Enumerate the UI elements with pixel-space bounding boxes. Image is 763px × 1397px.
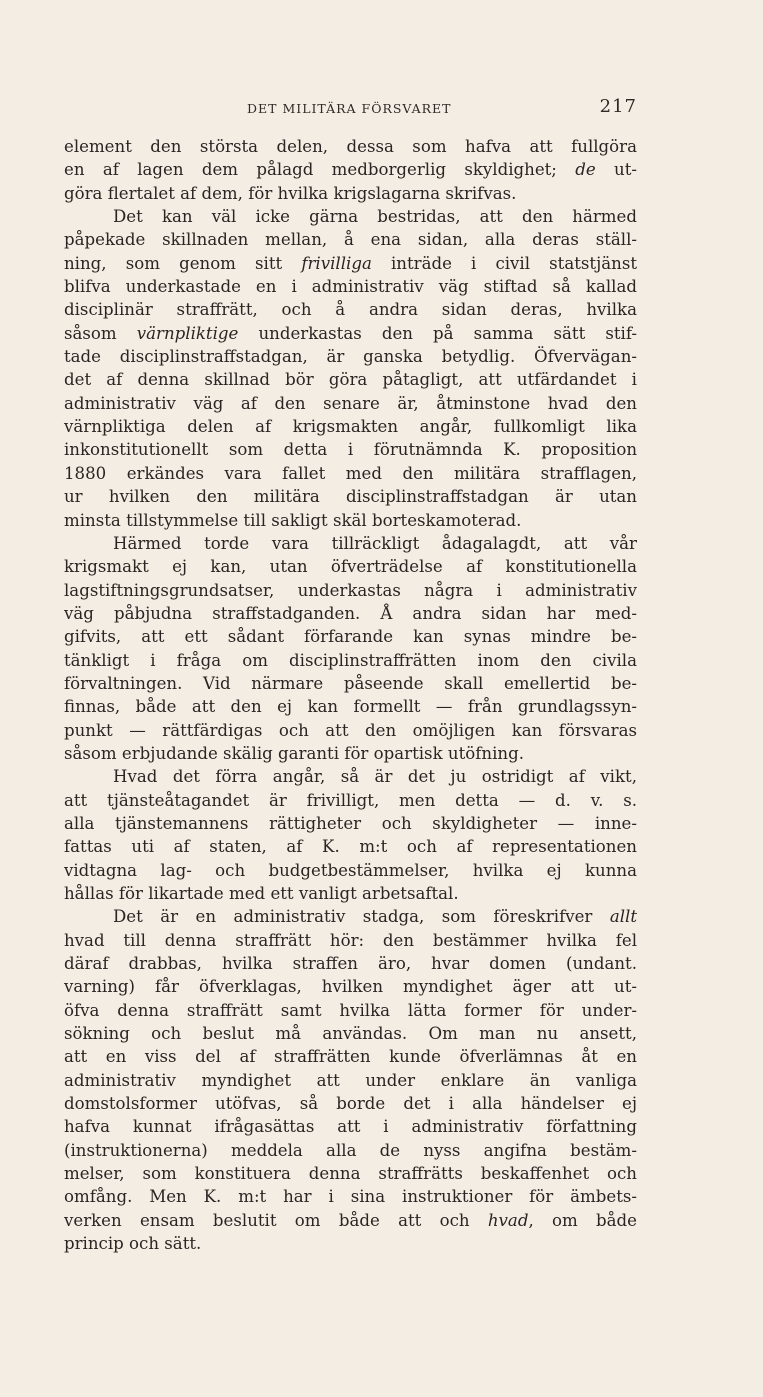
text-line: krigsmakt ej kan, utan öfverträdelse af konstitutionella — [64, 557, 637, 577]
text-line: väg påbjudna straffstadganden. Å andra sidan har med- — [64, 603, 637, 623]
emphasis: frivilliga — [301, 253, 372, 273]
text-line: minsta tillstymmelse till sakligt skäl borteskamoterad. — [64, 510, 522, 530]
page-header — [64, 96, 637, 120]
text-line: Härmed torde vara tillräckligt ådagalagdt, att vår — [113, 533, 637, 553]
body-text — [64, 135, 637, 1256]
emphasis: allt — [609, 907, 637, 927]
text-line: tade disciplinstraffstadgan, är ganska betydlig. Öfvervägan- — [64, 347, 637, 367]
text-line: fattas uti af staten, af K. m:t och af representationen — [64, 837, 637, 857]
text-line: lagstiftningsgrundsatser, underkastas några i administrativ — [64, 580, 637, 600]
text-line: punkt — rättfärdigas och att den omöjligen kan försvaras — [64, 720, 637, 740]
text-line: disciplinär straffrätt, och å andra sidan deras, hvilka — [64, 300, 637, 320]
text-line: att en viss del af straffrätten kunde öfverlämnas åt en — [64, 1047, 637, 1067]
text-line: däraf drabbas, hvilka straffen äro, hvar domen (undant. — [64, 954, 637, 974]
text-line: sökning och beslut må användas. Om man nu ansett, — [64, 1024, 637, 1044]
text-line: omfång. Men K. m:t har i sina instruktioner för ämbets- — [64, 1187, 637, 1207]
text-line: finnas, både att den ej kan formellt — från grundlagssyn- — [64, 697, 637, 717]
text-line: Det kan väl icke gärna bestridas, att den härmed — [113, 207, 637, 227]
text-line: öfva denna straffrätt samt hvilka lätta former för under- — [64, 1000, 637, 1020]
text-line: göra flertalet af dem, för hvilka krigslagarna skrifvas. — [64, 183, 517, 203]
text-line: hållas för likartade med ett vanligt arbetsaftal. — [64, 884, 459, 903]
text-line: Det är en administrativ stadga, som föreskrifver allt — [113, 907, 637, 927]
text-line: princip och sätt. — [64, 1234, 202, 1254]
text-line: en af lagen dem pålagd medborgerlig skyldighet; de ut- — [64, 160, 637, 180]
text-line: ur hvilken den militära disciplinstraffstadgan är utan — [64, 487, 637, 507]
text-line: hafva kunnat ifrågasättas att i administrativ författning — [64, 1117, 637, 1137]
text-line: ning, som genom sitt frivilliga inträde i civil statstjänst — [64, 253, 638, 273]
text-line: tänkligt i fråga om disciplinstraffrätten inom den civila — [64, 650, 637, 670]
text-line: hvad till denna straffrätt hör: den bestämmer hvilka fel — [64, 930, 637, 950]
text-line: värnpliktiga delen af krigsmakten angår, fullkomligt lika — [64, 417, 637, 437]
emphasis: hvad — [487, 1210, 529, 1230]
text-line: blifva underkastade en i administrativ väg stiftad så kallad — [64, 277, 637, 297]
emphasis: de — [575, 160, 596, 180]
text-line: påpekade skillnaden mellan, å ena sidan, alla deras ställ- — [64, 230, 637, 250]
text-line: domstolsformer utöfvas, så borde det i alla händelser ej — [64, 1094, 637, 1114]
text-line: förvaltningen. Vid närmare påseende skall emellertid be- — [64, 673, 637, 693]
text-line: gifvits, att ett sådant förfarande kan synas mindre be- — [64, 627, 637, 647]
text-line: (instruktionerna) meddela alla de nyss angifna bestäm- — [64, 1140, 637, 1160]
text-line: såsom erbjudande skälig garanti för opartisk utöfning. — [64, 743, 524, 763]
text-line: det af denna skillnad bör göra påtagligt, att utfärdandet i — [64, 370, 637, 390]
text-line: såsom värnpliktige underkastas den på samma sätt stif- — [64, 323, 637, 343]
text-line: verken ensam beslutit om både att och hvad, om både — [64, 1210, 637, 1230]
text-line: alla tjänstemannens rättigheter och skyldigheter — inne- — [64, 813, 637, 833]
emphasis: värnpliktige — [136, 323, 239, 343]
text-line: 1880 erkändes vara fallet med den militära strafflagen, — [64, 463, 637, 483]
running-title: DET MILITÄRA FÖRSVARET — [247, 101, 452, 116]
page-number: 217 — [599, 96, 637, 117]
text-line: element den största delen, dessa som hafva att fullgöra — [64, 137, 637, 156]
text-line: melser, som konstituera denna straffrätts beskaffenhet och — [64, 1164, 637, 1184]
text-line: administrativ väg af den senare är, åtminstone hvad den — [64, 393, 637, 413]
text-line: administrativ myndighet att under enklare än vanliga — [64, 1070, 637, 1090]
text-line: inkonstitutionellt som detta i förutnämnda K. proposition — [64, 440, 637, 460]
text-line: att tjänsteåtagandet är frivilligt, men detta — d. v. s. — [64, 790, 637, 810]
text-line: Hvad det förra angår, så är det ju ostridigt af vikt, — [113, 767, 637, 787]
text-line: vidtagna lag- och budgetbestämmelser, hvilka ej kunna — [64, 860, 637, 880]
text-line: varning) får öfverklagas, hvilken myndighet äger att ut- — [64, 977, 637, 997]
